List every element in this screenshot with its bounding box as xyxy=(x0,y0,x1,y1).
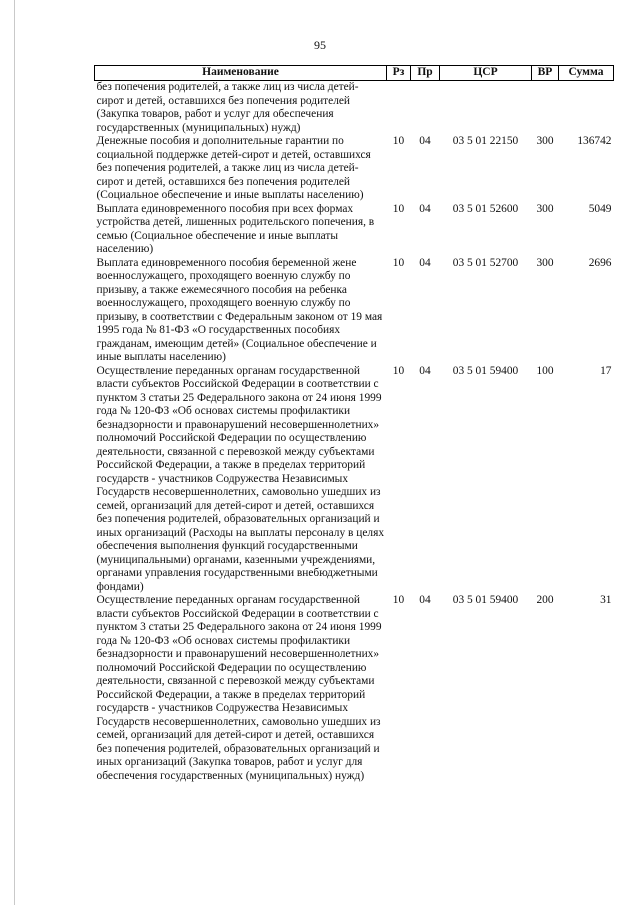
page-number: 95 xyxy=(314,38,326,52)
row-vr: 100 xyxy=(536,364,554,377)
row-pr: 04 xyxy=(419,364,431,377)
row-rz xyxy=(387,81,411,136)
header-sum: Сумма xyxy=(559,66,614,81)
row-csr: 03 5 01 59400 xyxy=(452,594,519,606)
row-vr xyxy=(532,81,559,136)
header-rz: Рз xyxy=(387,66,411,81)
row-sum: 2696 xyxy=(588,256,612,269)
row-pr: 04 xyxy=(419,135,431,147)
row-pr: 04 xyxy=(419,202,431,215)
row-name: Выплата единовременного пособия беременной жене военнослужащего, проходящего военную службу по призыву, а также ежемесячного пособия на ребенка военнослужащего, проходящего военную службу по призыву, в соответствии с Федеральным законом от 19 мая 1995 года № 81-ФЗ «О государственных пособиях гражданам, имеющим детей» (Социальное обеспечение и иные выплаты населению) xyxy=(96,256,383,363)
row-name: Денежные пособия и дополнительные гарантии по социальной поддержке детей-сирот и детей, оставшихся без попечения родителей, а также лиц из числа детей-сирот и детей, оставшихся без попечения родителей (Социальное обеспечение и иные выплаты населению) xyxy=(96,135,371,201)
table-row xyxy=(95,203,614,257)
budget-table xyxy=(94,65,614,783)
table-row xyxy=(95,594,614,783)
header-csr: ЦСР xyxy=(440,66,532,81)
row-rz: 10 xyxy=(392,135,405,147)
table-row xyxy=(95,135,614,203)
row-sum: 31 xyxy=(600,594,612,606)
row-csr: 03 5 01 52700 xyxy=(452,256,519,269)
row-pr: 04 xyxy=(419,594,431,606)
table-body xyxy=(95,81,614,784)
row-rz: 10 xyxy=(392,594,405,606)
row-csr xyxy=(440,81,532,136)
row-sum: 136742 xyxy=(577,135,612,147)
row-rz: 10 xyxy=(392,256,405,269)
row-sum xyxy=(559,81,614,136)
scan-edge-line xyxy=(14,0,15,905)
table-header xyxy=(95,66,614,81)
row-pr xyxy=(411,81,440,136)
row-csr: 03 5 01 59400 xyxy=(452,364,519,377)
row-vr: 200 xyxy=(536,594,554,606)
row-vr: 300 xyxy=(536,202,554,215)
row-name: Осуществление переданных органам государственной власти субъектов Российской Федерации в соответствии с пунктом 3 статьи 25 Федерального закона от 24 июня 1999 года № 120-ФЗ «Об основах системы профилактики безнадзорности и правонарушений несовершеннолетних» полномочий Российской Федерации по осуществлению деятельности, связанной с перевозкой между субъектами Российской Федерации, а также в пределах территорий государств - участников Содружества Независимых Государств несовершеннолетних, самовольно ушедших из семей, организаций для детей-сирот и детей, оставшихся без попечения родителей, образовательных организаций и иных организаций (Расходы на выплаты персоналу в целях обеспечения выполнения функций государственными (муниципальными) органами, казенными учреждениями, органами управления государственными внебюджетными фондами) xyxy=(96,364,385,593)
row-csr: 03 5 01 52600 xyxy=(452,202,519,215)
table-row xyxy=(95,257,614,365)
row-sum: 5049 xyxy=(588,202,612,215)
header-name: Наименование xyxy=(95,66,387,81)
row-sum: 17 xyxy=(600,364,612,377)
table-row xyxy=(95,365,614,595)
row-vr: 300 xyxy=(536,256,554,269)
row-name: Осуществление переданных органам государственной власти субъектов Российской Федерации в соответствии с пунктом 3 статьи 25 Федерального закона от 24 июня 1999 года № 120-ФЗ «Об основах системы профилактики безнадзорности и правонарушений несовершеннолетних» полномочий Российской Федерации по осуществлению деятельности, связанной с перевозкой между субъектами Российской Федерации, а также в пределах территорий государств - участников Содружества Независимых Государств несовершеннолетних, самовольно ушедших из семей, организаций для детей-сирот и детей, оставшихся без попечения родителей, образовательных организаций и иных организаций (Закупка товаров, работ и услуг для обеспечения государственных (муниципальных) нужд) xyxy=(96,594,382,782)
header-pr: Пр xyxy=(411,66,440,81)
row-vr: 300 xyxy=(536,135,554,147)
row-name: без попечения родителей, а также лиц из числа детей-сирот и детей, оставшихся без попечения родителей (Закупка товаров, работ и услуг для обеспечения государственных (муниципальных) нужд) xyxy=(96,81,359,134)
row-csr: 03 5 01 22150 xyxy=(452,135,519,147)
row-pr: 04 xyxy=(419,256,431,269)
table-row xyxy=(95,81,614,136)
header-vr: ВР xyxy=(532,66,559,81)
header-row xyxy=(95,66,614,81)
row-rz: 10 xyxy=(392,364,405,377)
row-name: Выплата единовременного пособия при всех формах устройства детей, лишенных родительского попечения, в семью (Социальное обеспечение и иные выплаты населению) xyxy=(96,202,375,255)
row-rz: 10 xyxy=(392,202,405,215)
